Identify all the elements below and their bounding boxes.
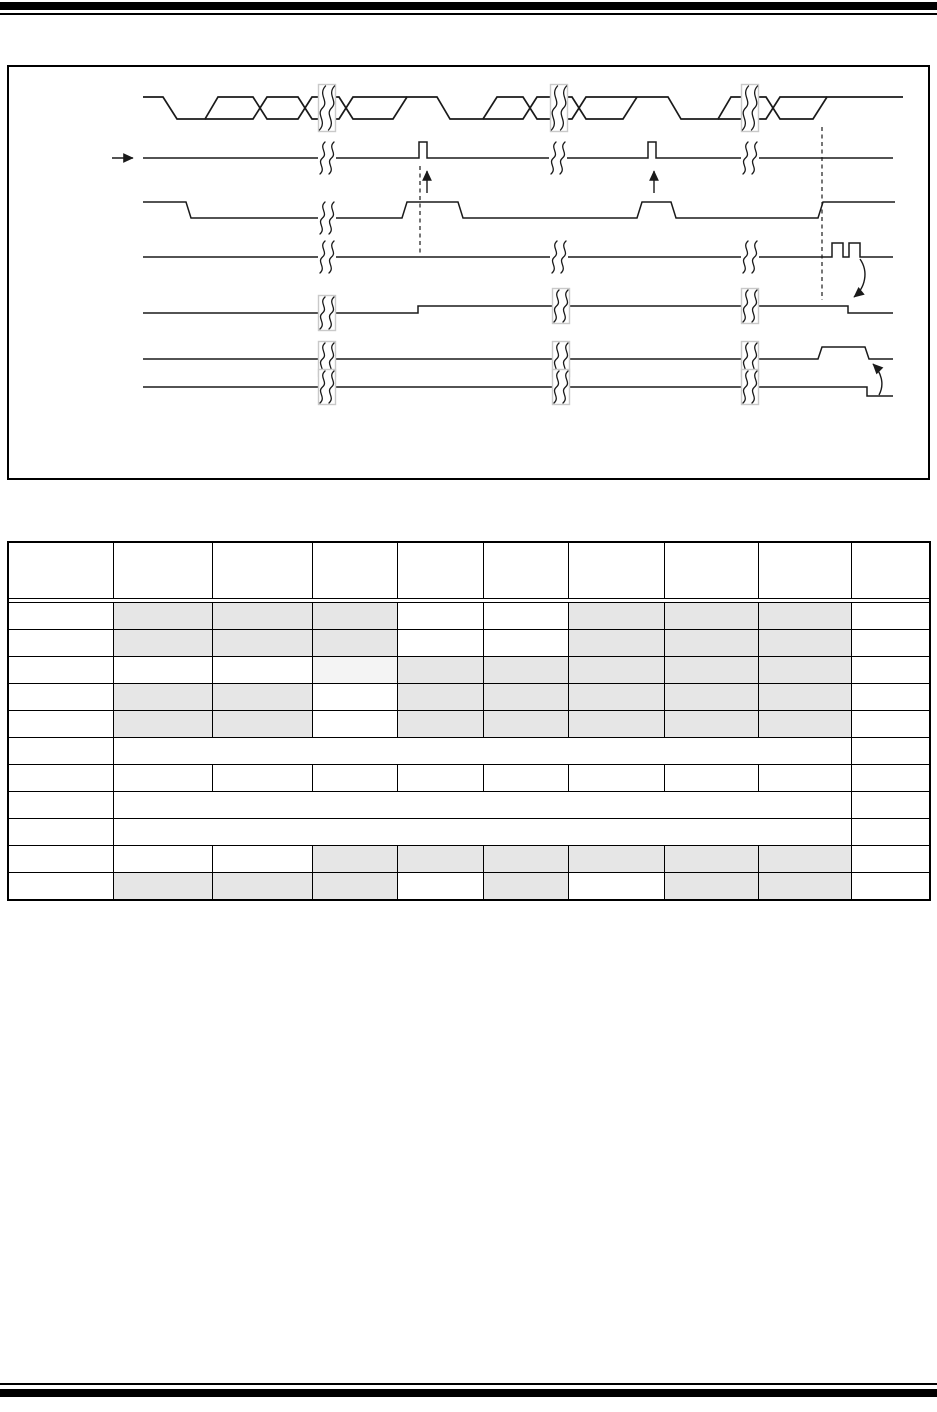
signal-waveform-5 — [143, 306, 893, 313]
table-cell — [664, 711, 758, 738]
table-cell — [397, 603, 483, 630]
table-cell — [312, 846, 397, 873]
signal-waveform-7 — [143, 387, 893, 396]
table-cell — [851, 603, 930, 630]
table-row — [8, 846, 930, 873]
table-cell — [758, 630, 851, 657]
table-cell — [851, 792, 930, 819]
break-mark — [550, 85, 568, 132]
table-cell — [8, 819, 113, 846]
bus-waveform-upper — [143, 97, 903, 119]
table-header-cell — [312, 542, 397, 599]
table-cell — [8, 630, 113, 657]
break-mark — [318, 296, 336, 331]
table-row — [8, 684, 930, 711]
break-mark — [318, 141, 336, 175]
break-mark — [550, 240, 568, 274]
table-cell — [8, 873, 113, 901]
table-cell — [758, 846, 851, 873]
curved-pointer-arrow-2 — [873, 364, 882, 395]
bottom-rule-thin — [0, 1383, 937, 1385]
table-cell — [8, 711, 113, 738]
table-row — [8, 738, 930, 765]
break-mark — [741, 240, 759, 274]
table-cell — [851, 630, 930, 657]
break-mark — [318, 201, 336, 235]
table-cell — [312, 684, 397, 711]
table-cell — [483, 630, 568, 657]
table-header-row — [8, 542, 930, 599]
table-cell — [397, 684, 483, 711]
break-mark — [741, 141, 759, 175]
table-cell — [312, 657, 397, 684]
table-header-cell — [483, 542, 568, 599]
bus-waveform-lower — [205, 97, 827, 119]
table-cell — [8, 846, 113, 873]
signal-waveform-3 — [143, 202, 895, 218]
table-cell — [664, 873, 758, 901]
table-cell — [568, 657, 664, 684]
table-cell — [8, 657, 113, 684]
table-cell — [851, 765, 930, 792]
table-cell — [8, 792, 113, 819]
table-cell — [113, 846, 212, 873]
top-rule-thick — [0, 2, 937, 10]
table-cell — [312, 873, 397, 901]
signal-waveform-2 — [143, 142, 893, 158]
table-cell — [851, 819, 930, 846]
table-cell — [568, 846, 664, 873]
table-cell — [483, 873, 568, 901]
table-row — [8, 765, 930, 792]
table-cell — [312, 630, 397, 657]
table-cell — [113, 684, 212, 711]
table-cell — [212, 711, 312, 738]
table-cell — [212, 846, 312, 873]
table-row — [8, 657, 930, 684]
break-mark — [552, 370, 570, 405]
break-mark — [318, 370, 336, 405]
table-header-cell — [212, 542, 312, 599]
table-cell — [113, 873, 212, 901]
signal-waveform-4 — [143, 243, 893, 257]
table-header-cell — [8, 542, 113, 599]
table-cell — [397, 846, 483, 873]
table-cell — [212, 630, 312, 657]
break-mark — [318, 240, 336, 274]
table-cell — [212, 603, 312, 630]
table-cell — [758, 684, 851, 711]
table-cell — [483, 684, 568, 711]
table-cell — [312, 765, 397, 792]
table-header-cell — [397, 542, 483, 599]
table-cell — [851, 738, 930, 765]
table-row — [8, 873, 930, 901]
table-cell — [851, 711, 930, 738]
table-cell — [212, 765, 312, 792]
break-mark — [741, 85, 759, 132]
table-cell — [397, 765, 483, 792]
signal-waveform-6 — [143, 347, 893, 359]
timing-diagram-svg — [9, 67, 928, 478]
table-cell — [664, 603, 758, 630]
table-cell — [8, 603, 113, 630]
table-cell — [8, 765, 113, 792]
table-cell — [397, 657, 483, 684]
table-header-cell — [851, 542, 930, 599]
table-cell — [212, 657, 312, 684]
table-cell — [113, 657, 212, 684]
table-cell — [212, 684, 312, 711]
table-cell — [758, 711, 851, 738]
table-cell — [568, 603, 664, 630]
table-cell — [664, 846, 758, 873]
table-cell — [664, 657, 758, 684]
table-cell — [568, 711, 664, 738]
curved-pointer-arrow-1 — [854, 259, 865, 297]
table-cell — [851, 846, 930, 873]
table-cell — [483, 711, 568, 738]
table-row — [8, 711, 930, 738]
table-cell — [212, 873, 312, 901]
table-cell — [113, 603, 212, 630]
break-mark — [741, 370, 759, 405]
table-cell — [483, 657, 568, 684]
table-cell — [758, 873, 851, 901]
table-header-cell — [568, 542, 664, 599]
table-cell — [664, 630, 758, 657]
table-row — [8, 792, 930, 819]
table-cell — [397, 873, 483, 901]
table-cell — [664, 684, 758, 711]
table-cell — [851, 657, 930, 684]
table-cell — [312, 603, 397, 630]
table-header-cell — [113, 542, 212, 599]
table-cell — [758, 603, 851, 630]
table-cell — [312, 711, 397, 738]
table-cell — [113, 765, 212, 792]
table-cell — [8, 684, 113, 711]
top-rule-thin — [0, 13, 937, 15]
table-row — [8, 603, 930, 630]
table-cell — [568, 765, 664, 792]
break-mark — [318, 85, 336, 132]
table-cell — [568, 873, 664, 901]
break-mark — [549, 141, 567, 175]
table-cell — [483, 846, 568, 873]
table-cell — [397, 711, 483, 738]
table-header-cell — [664, 542, 758, 599]
table-cell — [568, 684, 664, 711]
table-cell — [8, 738, 113, 765]
merged-cell — [113, 792, 851, 819]
table-cell — [851, 873, 930, 901]
break-mark — [741, 289, 759, 324]
table-cell — [851, 684, 930, 711]
table-cell — [758, 657, 851, 684]
table-row — [8, 630, 930, 657]
table-cell — [568, 630, 664, 657]
table-cell — [483, 765, 568, 792]
table-cell — [397, 630, 483, 657]
bottom-rule-thick — [0, 1389, 937, 1397]
merged-cell — [113, 738, 851, 765]
table-cell — [113, 630, 212, 657]
table-header-cell — [758, 542, 851, 599]
table-cell — [664, 765, 758, 792]
timing-diagram-figure — [7, 65, 930, 480]
timing-table — [7, 541, 931, 901]
merged-cell — [113, 819, 851, 846]
table-cell — [483, 603, 568, 630]
table-cell — [113, 711, 212, 738]
break-mark — [552, 289, 570, 324]
table-row — [8, 819, 930, 846]
table-cell — [758, 765, 851, 792]
